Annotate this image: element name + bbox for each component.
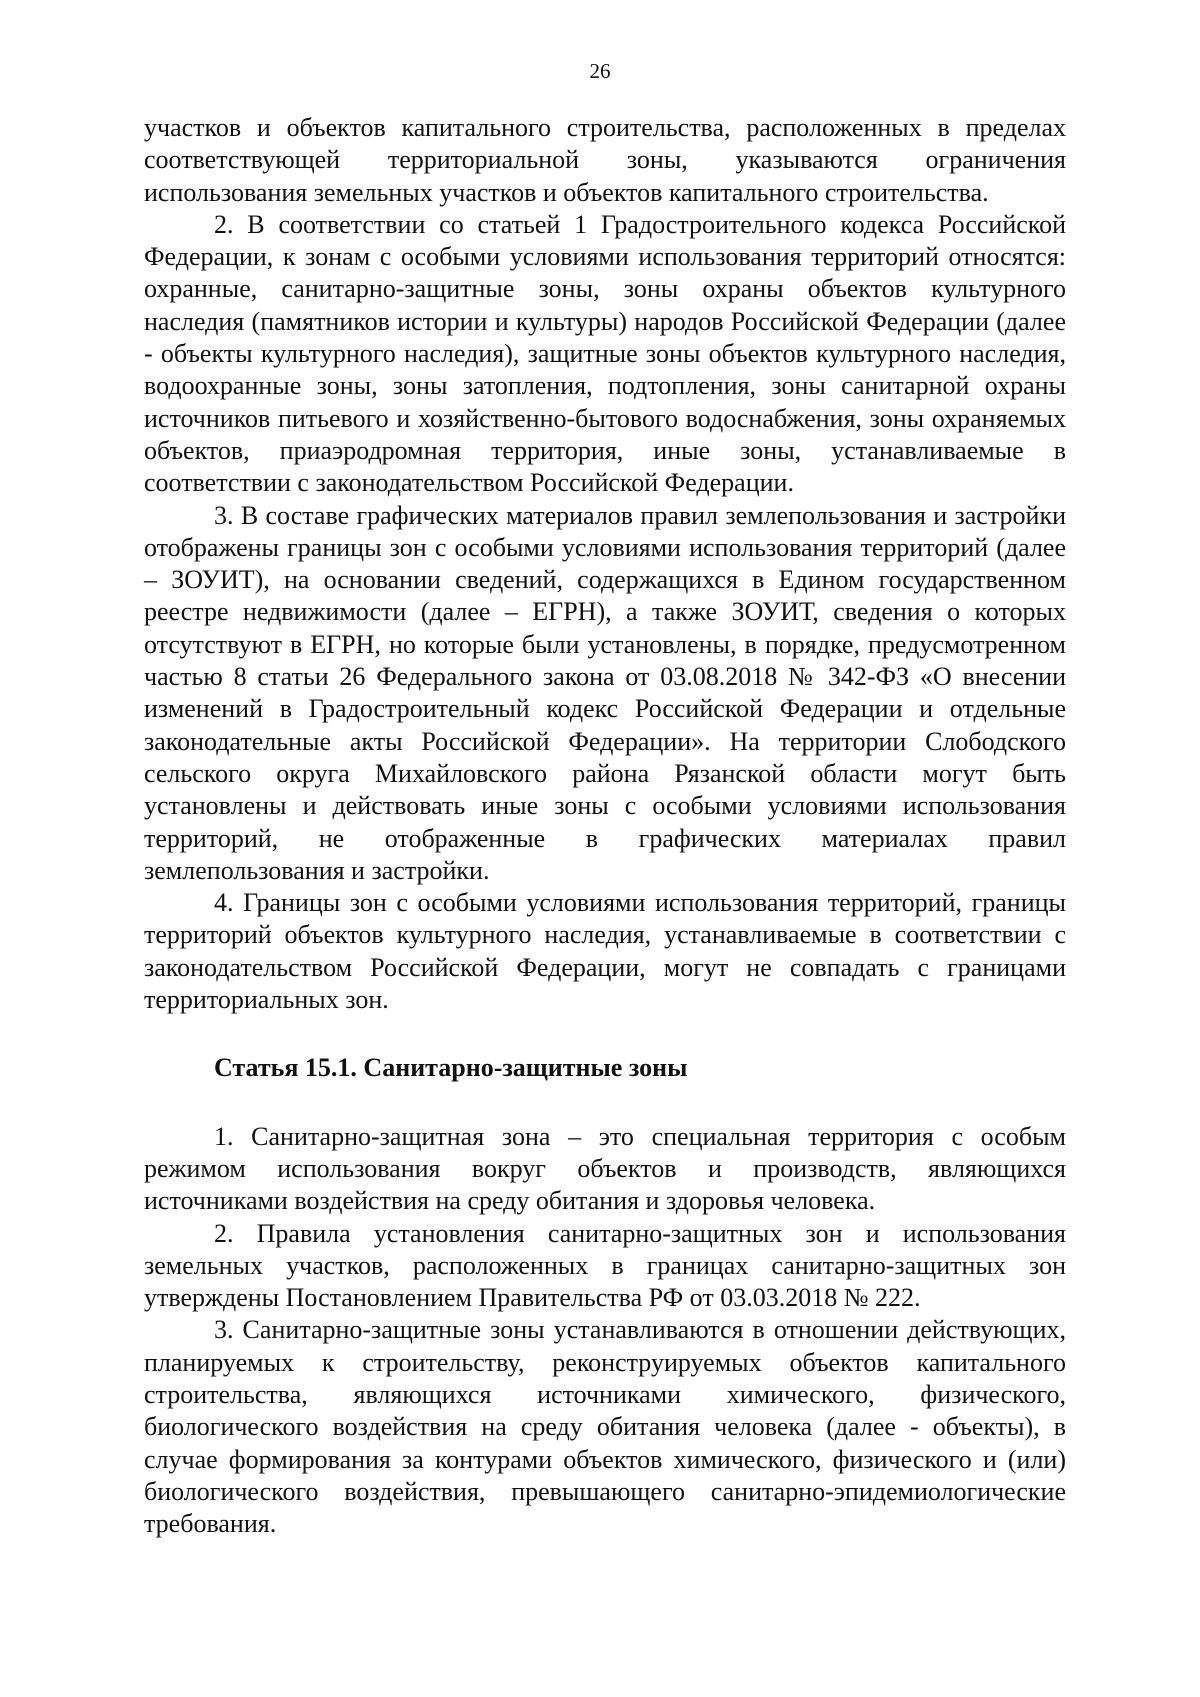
page-number: 26 [589,59,611,83]
paragraph-sanitary-zone-definition: 1. Санитарно-защитная зона – это специальная территория с особым режимом использования вокруг объектов и производств, являющихся источниками воздействия на среду обитания и здоровья человека. [144,1121,1066,1216]
paragraph-zouit-list: 2. В соответствии со статьей 1 Градостроительного кодекса Российской Федерации, к зонам с особыми условиями использования территорий относятся: охранные, санитарно-защитные зоны, зоны охраны объектов культурного наследия (памятников истории и культуры) народов Российской Федерации (далее - объекты культурного наследия), защитные зоны объектов культурного наследия, водоохранные зоны, зоны затопления, подтопления, зоны санитарной охраны источников питьевого и хозяйственно-бытового водоснабжения, зоны охраняемых объектов, приаэродромная территория, иные зоны, устанавливаемые в соответствии с законодательством Российской Федерации. [144,209,1066,498]
paragraph-sanitary-zone-rules: 2. Правила установления санитарно-защитных зон и использования земельных участков, расположенных в границах санитарно-защитных зон утверждены Постановлением Правительства РФ от 03.03.2018 № 222. [144,1218,1066,1313]
spacer [144,1016,1066,1052]
paragraph-sanitary-zone-establishment: 3. Санитарно-защитные зоны устанавливаются в отношении действующих, планируемых к строительству, реконструируемых объектов капитального строительства, являющихся источниками химического, физического, биологического воздействия на среду обитания человека (далее - объекты), в случае формирования за контурами объектов химического, физического и (или) биологического воздействия, превышающего санитарно-эпидемиологические требования. [144,1315,1066,1539]
paragraph-zone-boundaries: 4. Границы зон с особыми условиями использования территорий, границы территорий объектов культурного наследия, устанавливаемые в соответствии с законодательством Российской Федерации, могут не совпадать с границами территориальных зон. [144,888,1066,1015]
document-body [144,112,1066,1540]
paragraph-continuation: участков и объектов капитального строительства, расположенных в пределах соответствующей территориальной зоны, указываются ограничения использования земельных участков и объектов капитального строительства. [144,113,1066,207]
spacer [144,1085,1066,1121]
section-heading: Статья 15.1. Санитарно-защитные зоны [214,1053,688,1083]
paragraph-graphic-materials: 3. В составе графических материалов правил землепользования и застройки отображены границы зон с особыми условиями использования территорий (далее – ЗОУИТ), на основании сведений, содержащихся в Едином государственном реестре недвижимости (далее – ЕГРН), а также ЗОУИТ, сведения о которых отсутствуют в ЕГРН, но которые были установлены, в порядке, предусмотренном частью 8 статьи 26 Федерального закона от 03.08.2018 № 342-ФЗ «О внесении изменений в Градостроительный кодекс Российской Федерации и отдельные законодательные акты Российской Федерации». На территории Слободского сельского округа Михайловского района Рязанской области могут быть установлены и действовать иные зоны с особыми условиями использования территорий, не отображенные в графических материалах правил землепользования и застройки. [144,500,1066,885]
